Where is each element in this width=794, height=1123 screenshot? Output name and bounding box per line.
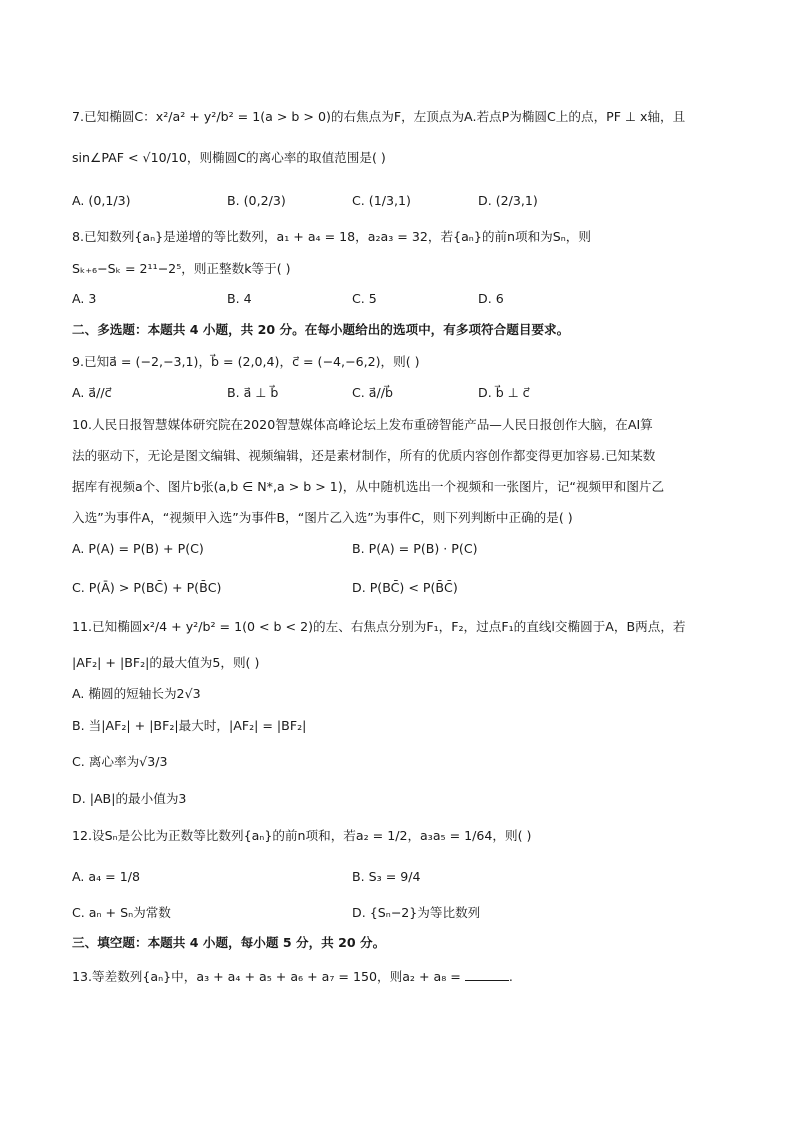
q8-line2: Sₖ₊₆−Sₖ = 2¹¹−2⁵，则正整数k等于( ) bbox=[72, 261, 291, 276]
q8-option-b: B. 4 bbox=[227, 291, 252, 306]
q12-option-c: C. aₙ + Sₙ为常数 bbox=[72, 905, 171, 920]
q11-option-d: D. |AB|的最小值为3 bbox=[72, 791, 187, 806]
q12-option-d: D. {Sₙ−2}为等比数列 bbox=[352, 905, 481, 920]
q8-option-c: C. 5 bbox=[352, 291, 377, 306]
q7-option-b: B. (0,2/3) bbox=[227, 193, 286, 208]
q9-option-a: A. a⃗//c⃗ bbox=[72, 385, 112, 400]
q12-option-b: B. S₃ = 9/4 bbox=[352, 869, 421, 884]
q12-line1: 12.设Sₙ是公比为正数等比数列{aₙ}的前n项和，若a₂ = 1/2，a₃a₅ = 1/64，则( ) bbox=[72, 828, 532, 843]
q11-line1: 11.已知椭圆x²/4 + y²/b² = 1(0 < b < 2)的左、右焦点分别为F₁，F₂，过点F₁的直线l交椭圆于A，B两点，若 bbox=[72, 619, 686, 634]
q13-answer-blank[interactable] bbox=[465, 968, 509, 981]
q13-end: . bbox=[508, 969, 513, 984]
q7-line2: sin∠PAF < √10/10，则椭圆C的离心率的取值范围是( ) bbox=[72, 150, 386, 165]
q9-line1: 9.已知a⃗ = (−2,−3,1)，b⃗ = (2,0,4)，c⃗ = (−4,−6,2)，则( ) bbox=[72, 354, 420, 369]
section-multiple-choice-heading: 二、多选题：本题共 4 小题，共 20 分。在每小题给出的选项中，有多项符合题目要求。 bbox=[72, 322, 570, 337]
q7-option-d: D. (2/3,1) bbox=[478, 193, 538, 208]
section-fill-in-heading: 三、填空题：本题共 4 小题，每小题 5 分，共 20 分。 bbox=[72, 935, 386, 950]
q10-line4: 入选”为事件A，“视频甲入选”为事件B，“图片乙入选”为事件C，则下列判断中正确的是( ) bbox=[72, 510, 573, 525]
q9-option-d: D. b⃗ ⊥ c⃗ bbox=[478, 385, 530, 400]
q10-option-a: A. P(A) = P(B) + P(C) bbox=[72, 541, 204, 556]
q9-option-b: B. a⃗ ⊥ b⃗ bbox=[227, 385, 279, 400]
q10-option-b: B. P(A) = P(B) · P(C) bbox=[352, 541, 478, 556]
q10-option-c: C. P(Ā) > P(BC̄) + P(B̄C) bbox=[72, 580, 222, 595]
q10-option-d: D. P(BC̄) < P(B̄C̄) bbox=[352, 580, 458, 595]
q10-line3: 据库有视频a个、图片b张(a,b ∈ N*,a > b > 1)，从中随机选出一个视频和一张图片，记“视频甲和图片乙 bbox=[72, 479, 665, 494]
q8-option-d: D. 6 bbox=[478, 291, 504, 306]
q11-option-b: B. 当|AF₂| + |BF₂|最大时，|AF₂| = |BF₂| bbox=[72, 718, 307, 733]
q7-line1: 7.已知椭圆C：x²/a² + y²/b² = 1(a > b > 0)的右焦点为F，左顶点为A.若点P为椭圆C上的点，PF ⊥ x轴，且 bbox=[72, 109, 686, 124]
q9-option-c: C. a⃗//b⃗ bbox=[352, 385, 393, 400]
q8-line1: 8.已知数列{aₙ}是递增的等比数列，a₁ + a₄ = 18，a₂a₃ = 32，若{aₙ}的前n项和为Sₙ，则 bbox=[72, 229, 591, 244]
q7-option-a: A. (0,1/3) bbox=[72, 193, 131, 208]
q13-line1 bbox=[72, 967, 513, 987]
q8-option-a: A. 3 bbox=[72, 291, 97, 306]
q12-option-a: A. a₄ = 1/8 bbox=[72, 869, 140, 884]
q11-option-a: A. 椭圆的短轴长为2√3 bbox=[72, 686, 201, 701]
q13-text: 13.等差数列{aₙ}中，a₃ + a₄ + a₅ + a₆ + a₇ = 150，则a₂ + a₈ = bbox=[72, 969, 461, 984]
q10-line1: 10.人民日报智慧媒体研究院在2020智慧媒体高峰论坛上发布重磅智能产品—人民日报创作大脑，在AI算 bbox=[72, 417, 653, 432]
q11-line2: |AF₂| + |BF₂|的最大值为5，则( ) bbox=[72, 655, 260, 670]
q11-option-c: C. 离心率为√3/3 bbox=[72, 754, 168, 769]
q7-option-c: C. (1/3,1) bbox=[352, 193, 411, 208]
q10-line2: 法的驱动下，无论是图文编辑、视频编辑，还是素材制作，所有的优质内容创作都变得更加容易.已知某数 bbox=[72, 448, 656, 463]
